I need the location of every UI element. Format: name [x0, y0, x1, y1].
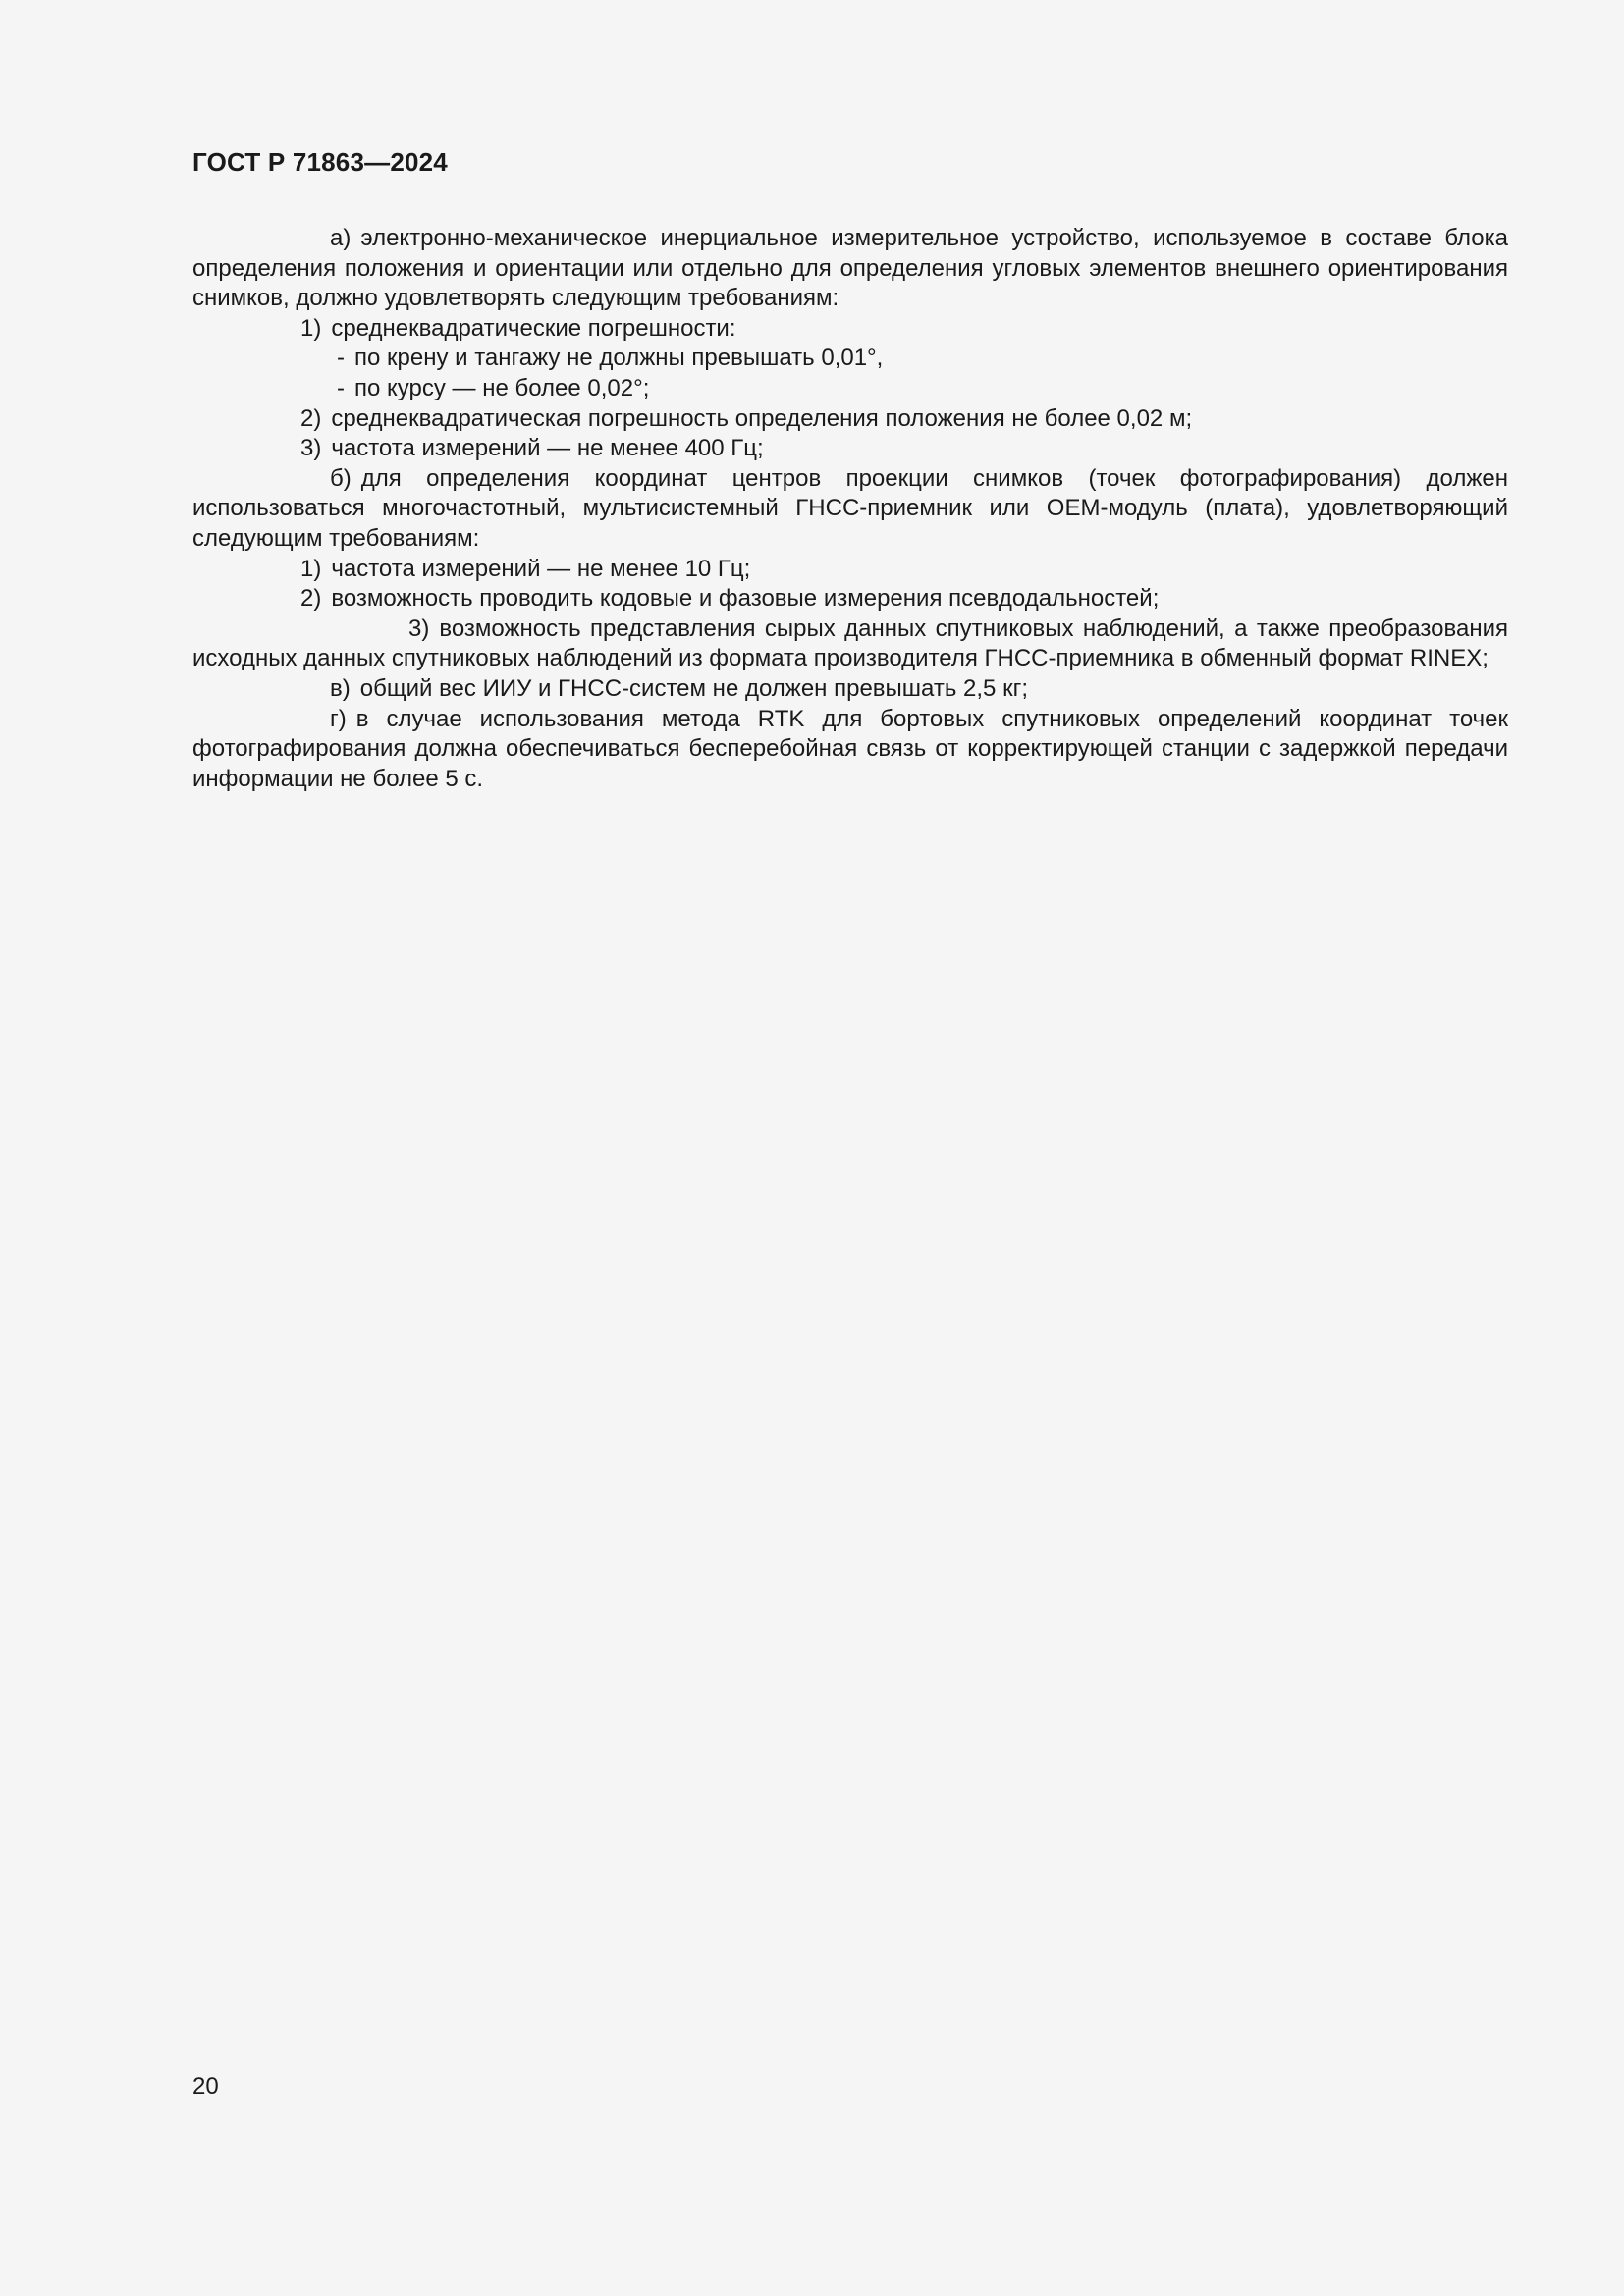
clause-marker: а) — [330, 225, 352, 251]
item-marker: 2) — [300, 585, 322, 613]
clause-text: в случае использования метода RTK для бортовых спутниковых определений координат точек фотографирования должна обеспечиваться бесперебойная связь от корректирующей станции с задержкой передачи информации не более 5 с. — [192, 705, 1508, 792]
list-item — [192, 404, 1508, 435]
item-marker: 3) — [408, 614, 430, 642]
clause-marker: г) — [330, 705, 347, 732]
clause-g — [192, 705, 1508, 795]
clause-text: общий вес ИИУ и ГНСС-систем не должен превышать 2,5 кг; — [359, 674, 1028, 702]
item-text: возможность представления сырых данных спутниковых наблюдений, а также преобразования исходных данных спутниковых наблюдений из формата производителя ГНСС-приемника в обменный формат RINEX; — [192, 614, 1508, 672]
item-text: по курсу — не более 0,02°; — [354, 374, 650, 401]
page-number: 20 — [192, 2073, 219, 2100]
list-item — [192, 614, 1508, 674]
sub-list-item — [192, 344, 1508, 374]
item-text: среднеквадратические погрешности: — [331, 314, 736, 342]
dash-marker: - — [337, 345, 345, 372]
clause-b — [192, 464, 1508, 555]
list-item — [192, 584, 1508, 614]
item-text: частота измерений — не менее 400 Гц; — [331, 435, 764, 462]
list-item — [192, 314, 1508, 345]
clause-text: электронно-механическое инерциальное измерительное устройство, используемое в составе блока определения положения и ориентации или отдельно для определения угловых элементов внешнего ориентирования снимков, должно удовлетворять следующим требованиям: — [192, 225, 1508, 312]
list-item — [192, 555, 1508, 585]
clause-text: для определения координат центров проекции снимков (точек фотографирования) должен использоваться многочастотный, мультисистемный ГНСС-приемник или ОЕМ-модуль (плата), удовлетворяющий следующим требованиям: — [192, 464, 1508, 552]
item-marker: 3) — [300, 435, 322, 462]
document-body — [192, 224, 1508, 794]
item-text: среднеквадратическая погрешность определения положения не более 0,02 м; — [331, 404, 1193, 432]
dash-marker: - — [337, 374, 345, 401]
item-text: частота измерений — не менее 10 Гц; — [331, 555, 751, 582]
item-marker: 1) — [300, 555, 322, 582]
clause-v — [192, 674, 1508, 705]
clause-marker: в) — [330, 674, 351, 702]
item-text: по крену и тангажу не должны превышать 0,01°, — [354, 345, 884, 372]
item-marker: 2) — [300, 404, 322, 432]
document-header: ГОСТ Р 71863—2024 — [192, 147, 448, 177]
item-text: возможность проводить кодовые и фазовые измерения псевдодальностей; — [331, 585, 1160, 613]
list-item — [192, 434, 1508, 464]
sub-list-item — [192, 374, 1508, 404]
item-marker: 1) — [300, 314, 322, 342]
clause-a — [192, 224, 1508, 314]
clause-marker: б) — [330, 464, 352, 492]
